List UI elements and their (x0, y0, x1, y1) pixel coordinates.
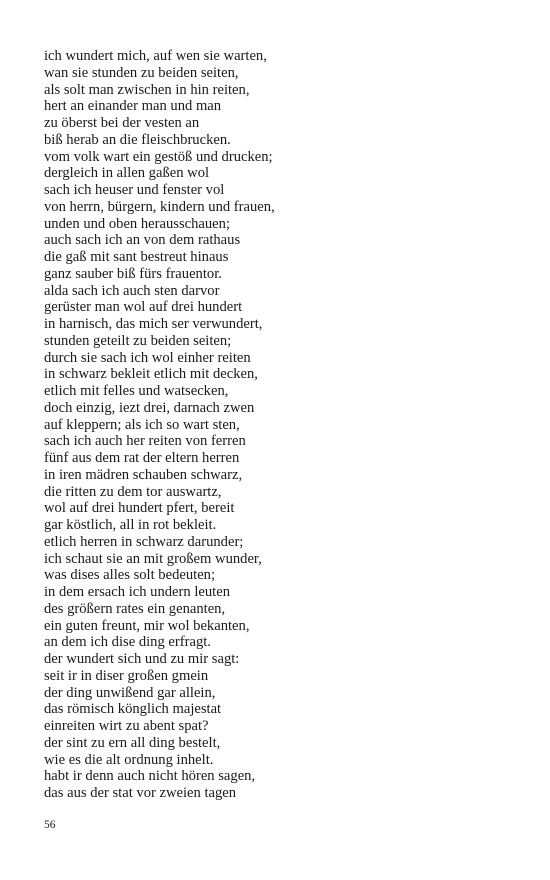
verse-line: des größern rates ein genanten, (44, 600, 226, 617)
verse-line: dergleich in allen gaßen wol (44, 165, 210, 182)
verse-line: sach ich heuser und fenster vol (44, 182, 225, 198)
verse-line: stunden geteilt zu beiden seiten; (44, 332, 232, 349)
verse-line: in schwarz bekleit etlich mit decken, (44, 366, 258, 383)
verse-line: seit ir in diser großen gmein (44, 667, 209, 684)
verse-line: als solt man zwischen in hin reiten, (44, 81, 250, 98)
verse-line: alda sach ich auch sten darvor (44, 282, 220, 299)
verse-line: wie es die alt ordnung inhelt. (44, 751, 214, 768)
verse-text (44, 48, 275, 802)
verse-line: biß herab an die fleischbrucken. (44, 131, 231, 148)
verse-line: hert an einander man und man (44, 98, 222, 115)
verse-line: wol auf drei hundert pfert, bereit (44, 500, 235, 517)
verse-line: fünf aus dem rat der eltern herren (44, 450, 240, 466)
page-number: 56 (44, 819, 56, 831)
verse-line: etlich mit felles und watsecken, (44, 383, 229, 399)
verse-line: gar köstlich, all in rot bekleit. (44, 517, 217, 533)
verse-line: ganz sauber biß fürs frauentor. (44, 265, 222, 282)
verse-line: sach ich auch her reiten von ferren (44, 433, 246, 450)
verse-line: in iren mädren schauben schwarz, (44, 466, 243, 483)
verse-line: der wundert sich und zu mir sagt: (44, 651, 240, 667)
verse-line: was dises alles solt bedeuten; (44, 567, 216, 584)
verse-line: etlich herren in schwarz darunder; (44, 533, 244, 550)
verse-line: unden und oben herausschauen; (44, 215, 231, 232)
verse-line: das römisch könglich majestat (44, 701, 222, 718)
verse-line: doch einzig, iezt drei, darnach zwen (44, 399, 255, 416)
verse-line: ich schaut sie an mit großem wunder, (44, 550, 262, 567)
verse-line: ein guten freunt, mir wol bekanten, (44, 617, 250, 634)
verse-line: der ding unwißend gar allein, (44, 684, 216, 701)
verse-line: gerüster man wol auf drei hundert (44, 299, 243, 316)
verse-line: auch sach ich an von dem rathaus (44, 232, 241, 249)
verse-line: in harnisch, das mich ser verwundert, (44, 316, 263, 332)
verse-line: an dem ich dise ding erfragt. (44, 634, 211, 651)
verse-line: von herrn, bürgern, kindern und frauen, (44, 198, 275, 215)
verse-line: auf kleppern; als ich so wart sten, (44, 416, 240, 433)
verse-line: die gaß mit sant bestreut hinaus (44, 249, 229, 265)
verse-line: durch sie sach ich wol einher reiten (44, 349, 251, 366)
verse-line: wan sie stunden zu beiden seiten, (44, 64, 239, 81)
verse-line: ich wundert mich, auf wen sie warten, (44, 48, 267, 64)
verse-line: habt ir denn auch nicht hören sagen, (44, 768, 256, 785)
verse-line: vom volk wart ein gestöß und drucken; (44, 148, 273, 165)
verse-line: die ritten zu dem tor auswartz, (44, 483, 222, 500)
verse-line: das aus der stat vor zweien tagen (44, 785, 237, 801)
verse-line: einreiten wirt zu abent spat? (44, 718, 209, 734)
verse-line: in dem ersach ich undern leuten (44, 584, 230, 600)
verse-line: zu öberst bei der vesten an (44, 115, 200, 131)
verse-line: der sint zu ern all ding bestelt, (44, 734, 221, 751)
